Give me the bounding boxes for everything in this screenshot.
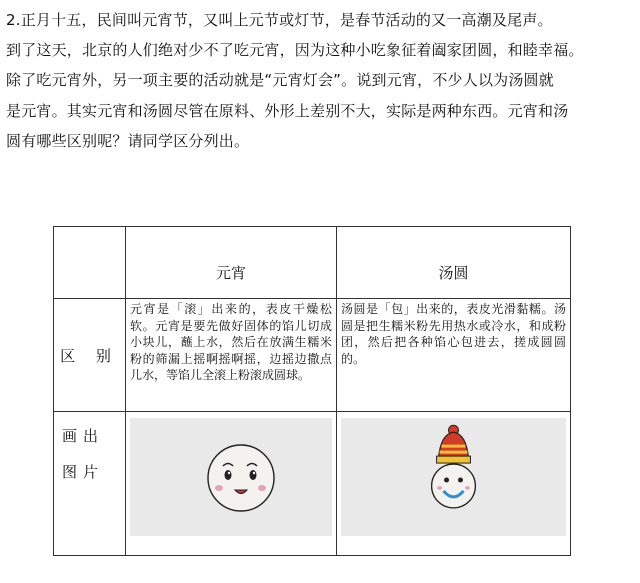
question-line: 除了吃元宵外，另一项主要的活动就是“元宵灯会”。说到元宵，不少人以为汤圆就	[6, 71, 554, 89]
tangyuan-drawing-cell	[337, 412, 571, 556]
drawing-row	[54, 412, 571, 556]
hat-face-drawing	[341, 418, 566, 536]
question-line: 到了这天，北京的人们绝对少不了吃元宵，因为这种小吃象征着阖家团圆，和睦幸福。	[6, 41, 584, 59]
tangyuan-description: 汤圆是「包」出来的，表皮光滑黏糯。汤圆是把生糯米粉先用热水或冷水，和成粉团，然后把各种馅心包进去，搓成圆圆的。	[337, 299, 571, 412]
header-yuanxiao: 元宵	[126, 227, 337, 299]
difference-row	[54, 299, 571, 412]
corner-cell	[54, 227, 126, 299]
tangyuan-drawing-photo	[341, 418, 566, 536]
question-line: 是元宵。其实元宵和汤圆尽管在原料、外形上差别不大，实际是两种东西。元宵和汤	[6, 102, 569, 120]
smiling-face-drawing	[130, 418, 332, 536]
comparison-table	[53, 226, 571, 556]
yuanxiao-drawing-cell	[126, 412, 337, 556]
question-line: 圆有哪些区别呢？请同学区分列出。	[6, 132, 250, 150]
yuanxiao-description: 元宵是「滚」出来的，表皮干燥松软。元宵是要先做好固体的馅儿切成小块儿，蘸上水，然后在放满生糯米粉的筛漏上摇啊摇啊摇，边摇边撒点儿水，等馅儿全滚上粉滚成圆球。	[126, 299, 337, 412]
yuanxiao-drawing-photo	[130, 418, 332, 536]
row-label-drawing: 画出图片	[54, 412, 126, 556]
row-label-difference: 区 别	[54, 299, 126, 412]
question-line: 2.正月十五，民间叫元宵节，又叫上元节或灯节，是春节活动的又一高潮及尾声。	[6, 11, 553, 29]
header-tangyuan: 汤圆	[337, 227, 571, 299]
table-header-row	[54, 227, 571, 299]
